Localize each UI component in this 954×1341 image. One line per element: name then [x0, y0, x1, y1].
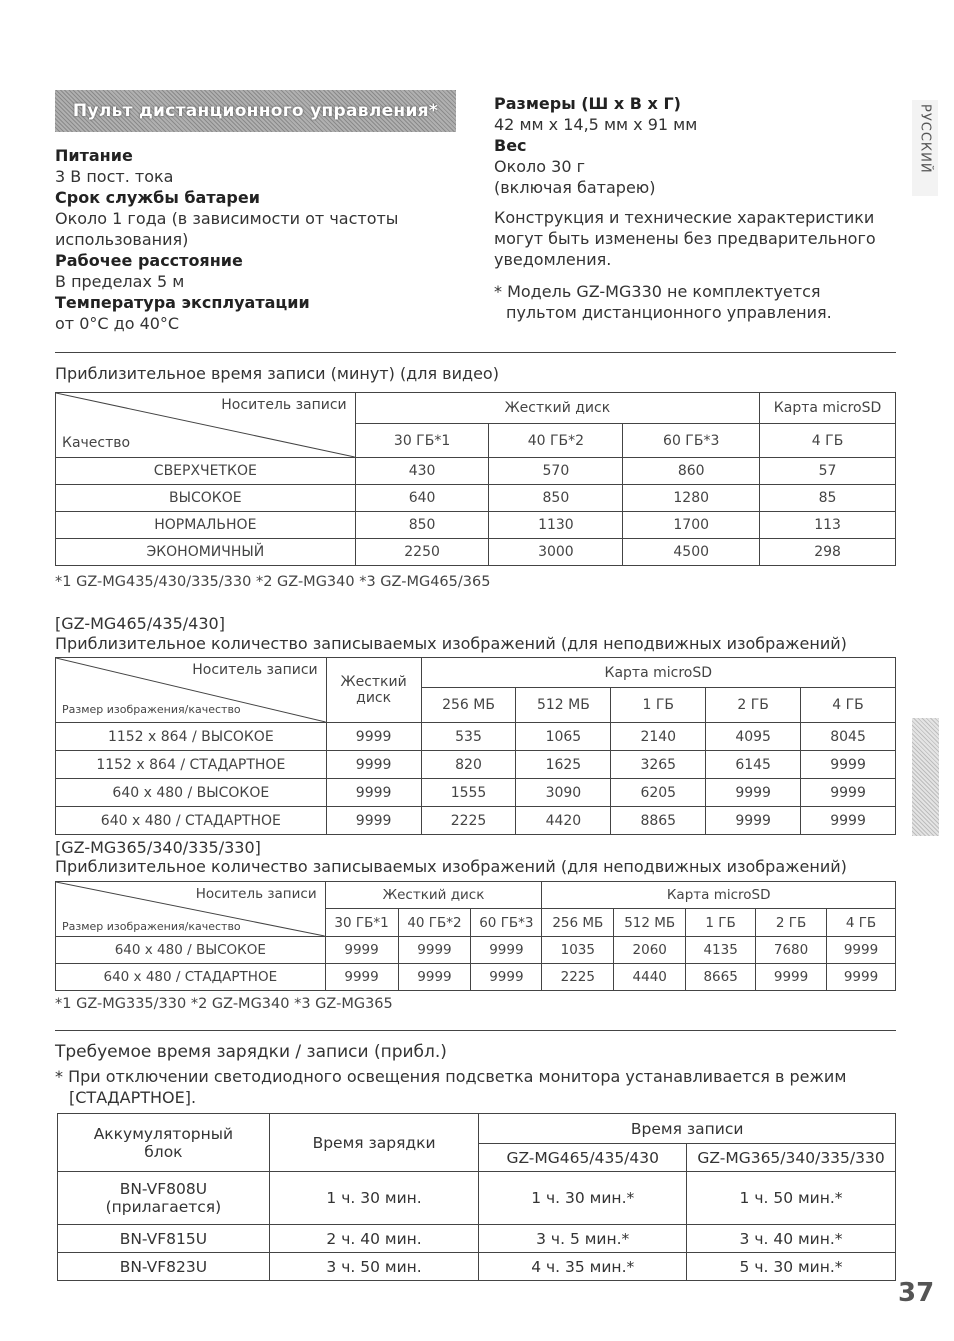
- size-value: 42 мм х 14,5 мм х 91 мм: [494, 115, 698, 134]
- video-time-table: [55, 392, 896, 566]
- table-row: НОРМАЛЬНОЕ 850 1130 1700 113: [56, 512, 896, 539]
- still2-title: Приблизительное количество записываемых изображений (для неподвижных изображений): [55, 857, 847, 876]
- remote-footnote-2: пультом дистанционного управления.: [506, 303, 832, 322]
- media-header: Носитель записи: [192, 662, 318, 678]
- video-footnote: *1 GZ-MG435/430/335/330 *2 GZ-MG340 *3 GZ-MG465/365: [55, 574, 491, 590]
- still2-header-corner: [56, 882, 326, 937]
- table-row: 1152 х 864 / ВЫСОКОЕ 9999 535 1065 2140 4095 8045: [56, 723, 896, 751]
- video-header-corner: [56, 393, 356, 458]
- model-a-header: GZ-MG465/435/430: [479, 1144, 687, 1172]
- power-value: 3 В пост. тока: [55, 167, 174, 186]
- battery-life-value-cont: использования): [55, 230, 189, 249]
- remote-specs-left: [55, 145, 455, 334]
- media-header: Носитель записи: [221, 397, 347, 413]
- page-number: 37: [898, 1278, 935, 1308]
- charge-note: * При отключении светодиодного освещения подсветка монитора устанавливается в режим [СТАДАРТНОЕ].: [55, 1067, 847, 1107]
- media-header: Носитель записи: [195, 886, 317, 902]
- size-quality-header: Размер изображения/качество: [62, 703, 241, 716]
- still1-model: [GZ-MG465/435/430]: [55, 614, 225, 633]
- record-time-header: Время записи: [479, 1114, 896, 1144]
- table-row: 640 х 480 / ВЫСОКОЕ 9999 9999 9999 1035 2060 4135 7680 9999: [56, 937, 896, 964]
- quality-header: Качество: [62, 435, 131, 451]
- still1-header-corner: [56, 658, 327, 723]
- col-header: 1 ГБ: [611, 688, 706, 723]
- col-header: 4 ГБ: [801, 688, 896, 723]
- spec-change-notice-3: уведомления.: [494, 250, 612, 269]
- table-row: ЭКОНОМИЧНЫЙ 2250 3000 4500 298: [56, 539, 896, 566]
- table-row: 640 х 480 / ВЫСОКОЕ 9999 1555 3090 6205 9999 9999: [56, 779, 896, 807]
- col-header: 2 ГБ: [706, 688, 801, 723]
- divider: [55, 1030, 896, 1031]
- table-row: BN-VF808U (прилагается) 1 ч. 30 мин. 1 ч. 30 мин.* 1 ч. 50 мин.*: [58, 1172, 896, 1225]
- temp-value: от 0°С до 40°С: [55, 314, 180, 333]
- sd-header: Карта microSD: [542, 882, 896, 909]
- table-row: BN-VF815U 2 ч. 40 мин. 3 ч. 5 мин.* 3 ч. 40 мин.*: [58, 1225, 896, 1253]
- table-row: ВЫСОКОЕ 640 850 1280 85: [56, 485, 896, 512]
- battery-life-label: Срок службы батареи: [55, 188, 260, 207]
- divider: [55, 352, 896, 353]
- size-label: Размеры (Ш х В х Г): [494, 94, 681, 113]
- still2-footnote: *1 GZ-MG335/330 *2 GZ-MG340 *3 GZ-MG365: [55, 996, 393, 1012]
- remote-specs-right: [494, 93, 894, 323]
- still2-table: Носитель записи Размер изображения/качество Жесткий диск Карта microSD 30 ГБ*1 40 ГБ*2 60 ГБ*3 256 МБ 512 МБ 1 ГБ 2 ГБ 4 ГБ 640 х 480 / ВЫСОКОЕ 9999 9999 9999 1035 2060 4135 7680 9999 640 х 480 / СТАДАРТНОЕ 9999 9999 9999 2225 4440 8665 9999 9999: [55, 881, 896, 991]
- language-tab: РУССКИЙ: [912, 100, 938, 196]
- remote-footnote: * Модель GZ-MG330 не комплектуется: [494, 282, 821, 301]
- table-row: 640 х 480 / СТАДАРТНОЕ 9999 9999 9999 2225 4440 8665 9999 9999: [56, 964, 896, 991]
- still2-model: [GZ-MG365/340/335/330]: [55, 838, 261, 857]
- section-tab-marker: [912, 718, 939, 836]
- weight-value-cont: (включая батарею): [494, 178, 656, 197]
- table-row: 640 х 480 / СТАДАРТНОЕ 9999 2225 4420 8865 9999 9999: [56, 807, 896, 835]
- table-row: СВЕРХЧЕТКОЕ 430 570 860 57: [56, 458, 896, 485]
- model-b-header: GZ-MG365/340/335/330: [687, 1144, 896, 1172]
- sd-header: Карта microSD: [421, 658, 895, 688]
- temp-label: Температура эксплуатации: [55, 293, 310, 312]
- hdd-header: Жесткий диск: [326, 658, 421, 723]
- table-row: BN-VF823U 3 ч. 50 мин. 4 ч. 35 мин.* 5 ч. 30 мин.*: [58, 1253, 896, 1281]
- charge-title: Требуемое время зарядки / записи (прибл.): [55, 1042, 447, 1062]
- hdd-header: Жесткий диск: [355, 393, 759, 424]
- charge-table: [57, 1113, 896, 1281]
- col-header: 4 ГБ: [760, 424, 896, 458]
- col-header: 512 МБ: [516, 688, 611, 723]
- spec-change-notice-2: могут быть изменены без предварительного: [494, 229, 876, 248]
- table-row: 1152 х 864 / СТАДАРТНОЕ 9999 820 1625 3265 6145 9999: [56, 751, 896, 779]
- col-header: 60 ГБ*3: [623, 424, 760, 458]
- size-quality-header: Размер изображения/качество: [62, 920, 241, 933]
- range-label: Рабочее расстояние: [55, 251, 243, 270]
- hdd-header: Жесткий диск: [325, 882, 542, 909]
- battery-life-value: Около 1 года (в зависимости от частоты: [55, 209, 399, 228]
- col-header: 256 МБ: [421, 688, 516, 723]
- range-value: В пределах 5 м: [55, 272, 185, 291]
- col-header: 30 ГБ*1: [355, 424, 489, 458]
- weight-value: Около 30 г: [494, 157, 585, 176]
- video-table-title: Приблизительное время записи (минут) (для видео): [55, 364, 499, 383]
- still1-title: Приблизительное количество записываемых изображений (для неподвижных изображений): [55, 634, 847, 653]
- weight-label: Вес: [494, 136, 527, 155]
- remote-section-banner: Пульт дистанционного управления*: [55, 90, 456, 132]
- power-label: Питание: [55, 146, 133, 165]
- sd-header: Карта microSD: [760, 393, 896, 424]
- col-header: 40 ГБ*2: [489, 424, 623, 458]
- still1-table: [55, 657, 896, 835]
- charge-time-header: Время зарядки: [269, 1114, 479, 1172]
- battery-header: Аккумуляторный блок: [58, 1114, 270, 1172]
- spec-change-notice: Конструкция и технические характеристики: [494, 208, 875, 227]
